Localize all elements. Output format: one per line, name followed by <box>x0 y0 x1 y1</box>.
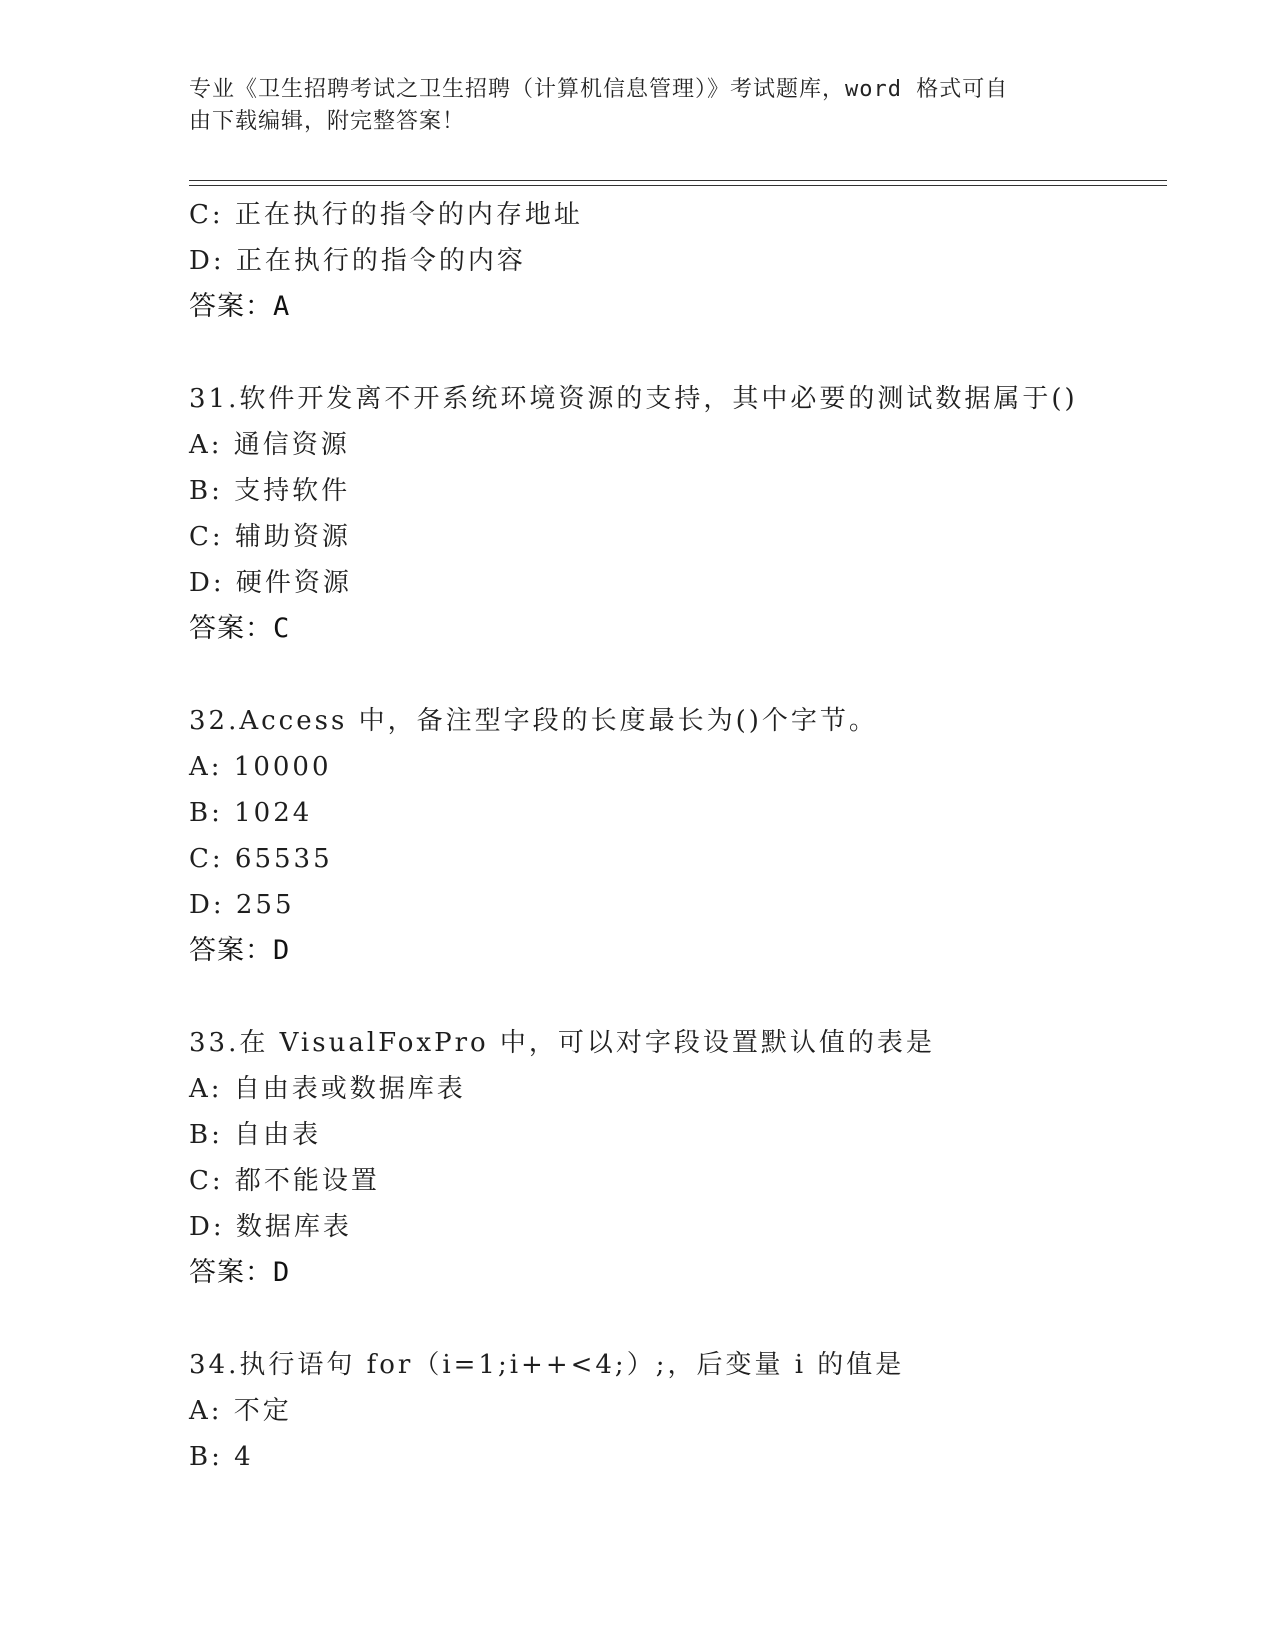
option-b: B: 自由表 <box>189 1120 322 1150</box>
question-stem: 34.执行语句 for（i=1;i++<4;）;，后变量 i 的值是 <box>189 1350 905 1380</box>
header-line-1: 专业《卫生招聘考试之卫生招聘（计算机信息管理）》考试题库，word 格式可自 <box>189 77 1009 102</box>
spacer <box>189 652 1169 698</box>
option-d: D: 正在执行的指令的内容 <box>189 246 526 276</box>
question-block-32 <box>189 698 1169 974</box>
answer-line: 答案：D <box>189 935 291 966</box>
question-stem: 33.在 VisualFoxPro 中，可以对字段设置默认值的表是 <box>189 1028 935 1058</box>
option-a: A: 10000 <box>189 752 332 782</box>
question-block-31 <box>189 376 1169 652</box>
question-stem: 31.软件开发离不开系统环境资源的支持，其中必要的测试数据属于() <box>189 384 1078 414</box>
header-divider-top <box>189 180 1167 181</box>
option-d: D: 硬件资源 <box>189 568 352 598</box>
option-c: C: 都不能设置 <box>189 1166 380 1196</box>
option-d: D: 255 <box>189 890 295 920</box>
header-line-2: 由下载编辑，附完整答案！ <box>189 109 466 134</box>
answer-line: 答案：C <box>189 613 291 644</box>
question-block-34 <box>189 1342 1169 1480</box>
document-header <box>189 74 1069 138</box>
option-b: B: 支持软件 <box>189 476 351 506</box>
question-stem: 32.Access 中，备注型字段的长度最长为()个字节。 <box>189 706 878 736</box>
spacer <box>189 1296 1169 1342</box>
header-divider-bottom <box>189 185 1167 186</box>
option-c: C: 辅助资源 <box>189 522 351 552</box>
option-b: B: 1024 <box>189 798 313 828</box>
question-list <box>189 192 1169 1480</box>
option-a: A: 自由表或数据库表 <box>189 1074 466 1104</box>
option-a: A: 不定 <box>189 1396 292 1426</box>
answer-line: 答案：D <box>189 1257 291 1288</box>
question-block-33 <box>189 1020 1169 1296</box>
option-a: A: 通信资源 <box>189 430 350 460</box>
option-b: B: 4 <box>189 1442 254 1472</box>
spacer <box>189 974 1169 1020</box>
option-c: C: 正在执行的指令的内存地址 <box>189 200 583 230</box>
spacer <box>189 330 1169 376</box>
option-c: C: 65535 <box>189 844 333 874</box>
option-d: D: 数据库表 <box>189 1212 352 1242</box>
answer-line: 答案：A <box>189 291 291 322</box>
question-block-prev <box>189 192 1169 330</box>
